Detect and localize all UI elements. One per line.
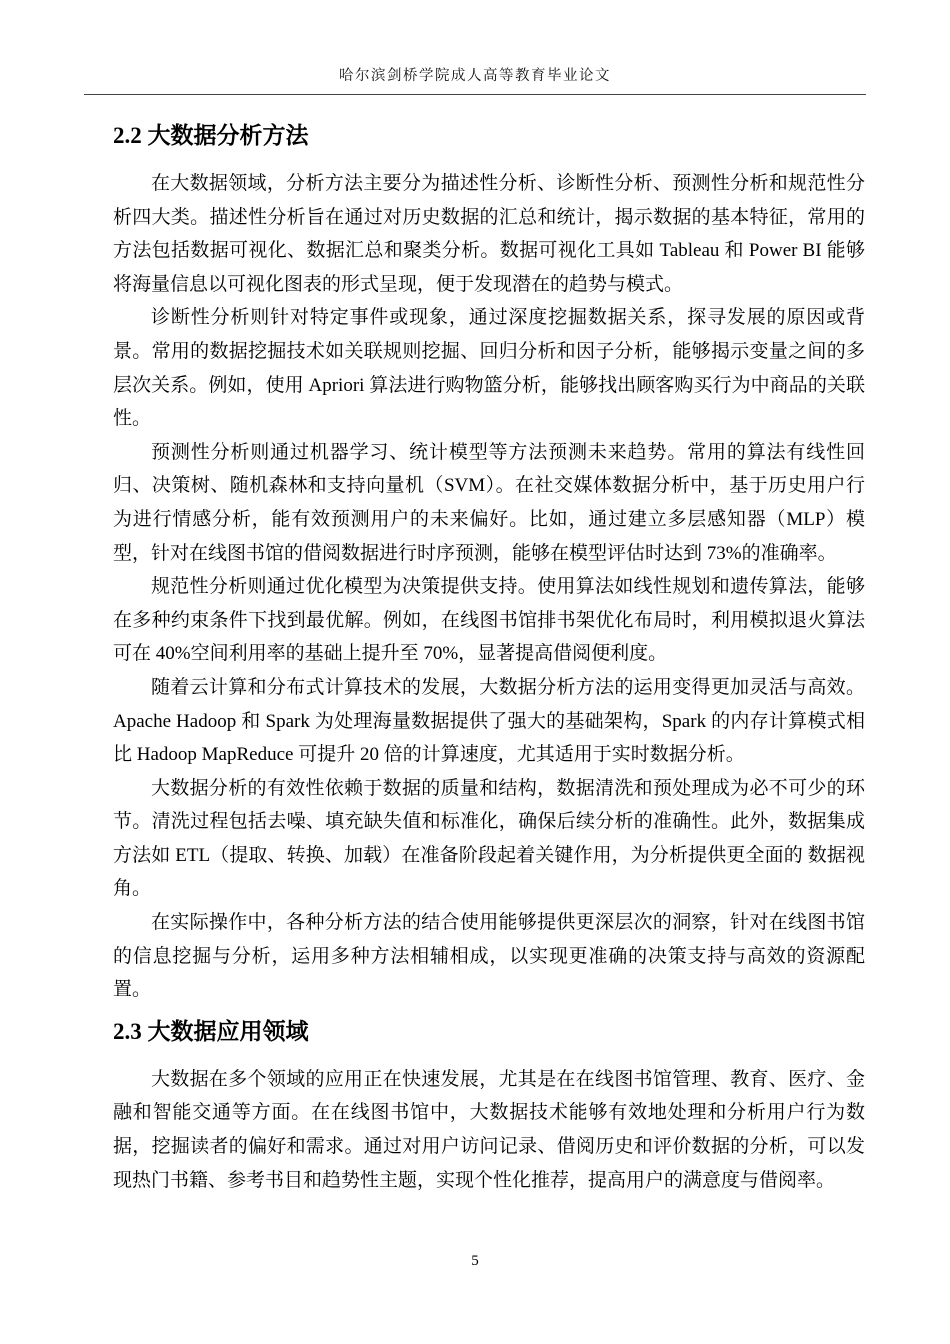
page-header-title: 哈尔滨剑桥学院成人高等教育毕业论文 <box>339 68 611 84</box>
paragraph: 预测性分析则通过机器学习、统计模型等方法预测未来趋势。常用的算法有线性回归、决策树、随机森林和支持向量机（SVM）。在社交媒体数据分析中，基于历史用户行为进行情感分析，能有效预测用户的未来偏好。比如，通过建立多层感知器（MLP）模型，针对在线图书馆的借阅数据进行时序预测，能够在模型评估时达到 73%的准确率。 <box>113 441 865 564</box>
page-number: 5 <box>471 1253 479 1269</box>
section-heading-2-3: 2.3 大数据应用领域 <box>113 1018 309 1044</box>
page-header <box>84 0 866 95</box>
paragraph: 大数据在多个领域的应用正在快速发展，尤其是在在线图书馆管理、教育、医疗、金融和智能交通等方面。在在线图书馆中，大数据技术能够有效地处理和分析用户行为数据，挖掘读者的偏好和需求。通过对用户访问记录、借阅历史和评价数据的分析，可以发现热门书籍、参考书目和趋势性主题，实现个性化推荐，提高用户的满意度与借阅率。 <box>113 1068 865 1191</box>
paragraph: 在大数据领域，分析方法主要分为描述性分析、诊断性分析、预测性分析和规范性分析四大类。描述性分析旨在通过对历史数据的汇总和统计，揭示数据的基本特征，常用的方法包括数据可视化、数据汇总和聚类分析。数据可视化工具如 Tableau 和 Power BI 能够 将海量信息以可视化图表的形式呈现，便于发现潜在的趋势与模式。 <box>113 173 865 295</box>
paragraph: 随着云计算和分布式计算技术的发展，大数据分析方法的运用变得更加灵活与高效。Apache Hadoop 和 Spark 为处理海量数据提供了强大的基础架构，Spark 的内存计算模式相 比 Hadoop MapReduce 可提升 20 倍的计算速度，尤其适用于实时数据分析。 <box>113 676 865 766</box>
paragraph: 在实际操作中，各种分析方法的结合使用能够提供更深层次的洞察，针对在线图书馆的信息挖掘与分析，运用多种方法相辅相成，以实现更准确的决策支持与高效的资源配置。 <box>113 912 865 1001</box>
paragraph: 诊断性分析则针对特定事件或现象，通过深度挖掘数据关系，探寻发展的原因或背景。常用的数据挖掘技术如关联规则挖掘、回归分析和因子分析，能够揭示变量之间的多层次关系。例如，使用 Apriori 算法进行购物篮分析，能够找出顾客购买行为中商品的关联性。 <box>113 307 865 430</box>
document-body <box>113 121 865 1197</box>
paragraph: 规范性分析则通过优化模型为决策提供支持。使用算法如线性规划和遗传算法，能够在多种约束条件下找到最优解。例如，在线图书馆排书架优化布局时，利用模拟退火算法可在 40%空间利用率的基础上提升至 70%，显著提高借阅便利度。 <box>113 576 865 665</box>
section-heading-2-2: 2.2 大数据分析方法 <box>113 123 309 148</box>
paragraph: 大数据分析的有效性依赖于数据的质量和结构，数据清洗和预处理成为必不可少的环节。清洗过程包括去噪、填充缺失值和标准化，确保后续分析的准确性。此外，数据集成方法如 ETL（提取、转换、加载）在准备阶段起着关键作用，为分析提供更全面的 数据视 角。 <box>113 777 865 900</box>
